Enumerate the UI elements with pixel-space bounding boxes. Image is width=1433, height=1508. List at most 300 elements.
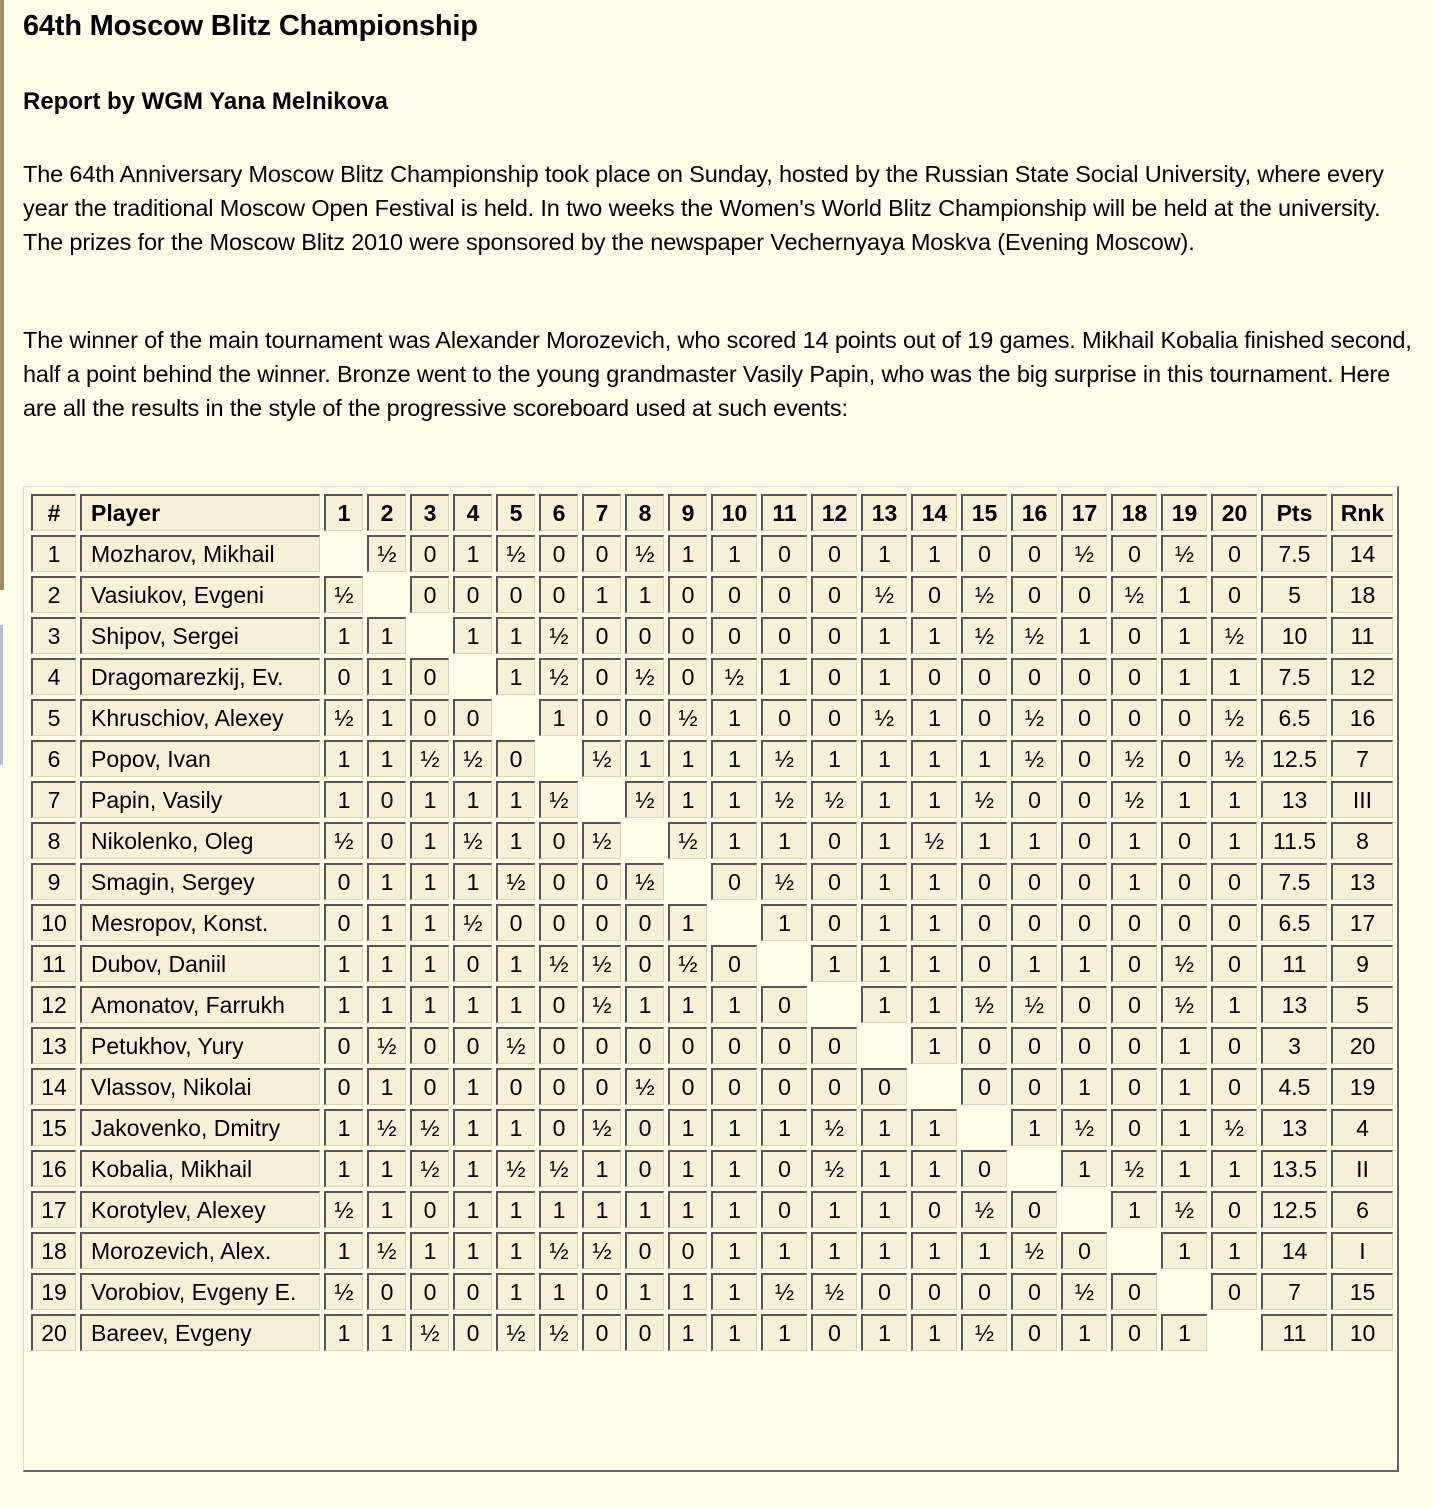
result-cell: 1 xyxy=(496,658,535,695)
result-cell: 1 xyxy=(496,1191,535,1228)
result-cell: 0 xyxy=(496,904,535,941)
result-cell: 0 xyxy=(453,1027,492,1064)
result-cell: 1 xyxy=(1161,1027,1207,1064)
result-cell: 0 xyxy=(961,699,1007,736)
self-cell xyxy=(410,617,449,654)
result-cell: 1 xyxy=(668,1191,707,1228)
result-cell: 1 xyxy=(496,617,535,654)
result-cell: 0 xyxy=(811,699,857,736)
player-number: 9 xyxy=(31,863,76,900)
result-cell: 0 xyxy=(539,904,578,941)
player-row xyxy=(31,904,1393,941)
result-cell: 1 xyxy=(811,945,857,982)
result-cell: 1 xyxy=(1161,1150,1207,1187)
result-cell: 0 xyxy=(453,1314,492,1351)
self-cell xyxy=(1061,1191,1107,1228)
result-cell: 0 xyxy=(1011,658,1057,695)
article-paragraph-2: The winner of the main tournament was Alexander Morozevich, who scored 14 points out of 19 games. Mikhail Kobalia finished second, half a point behind the winner. Bronze went to the young grandmaster Vasily Papin, who was the big surprise in this tournament. Here are all the results in the style of the progressive scoreboard used at such events: xyxy=(23,327,1412,421)
result-cell: 1 xyxy=(324,781,363,818)
result-cell: 0 xyxy=(761,1027,807,1064)
result-cell: 0 xyxy=(582,904,621,941)
result-cell: 0 xyxy=(668,576,707,613)
result-cell: 1 xyxy=(911,1027,957,1064)
result-cell: ½ xyxy=(668,822,707,859)
result-cell: 0 xyxy=(1011,1068,1057,1105)
result-cell: ½ xyxy=(1061,1273,1107,1310)
result-cell: 0 xyxy=(582,699,621,736)
result-cell: 0 xyxy=(496,576,535,613)
result-cell: ½ xyxy=(811,1109,857,1146)
result-cell: 1 xyxy=(496,822,535,859)
result-cell: 1 xyxy=(367,699,406,736)
player-row xyxy=(31,576,1393,613)
result-cell: 0 xyxy=(1161,699,1207,736)
result-cell: 0 xyxy=(711,945,757,982)
self-cell xyxy=(453,658,492,695)
player-name: Morozevich, Alex. xyxy=(80,1232,320,1269)
result-cell: 0 xyxy=(1061,822,1107,859)
points-cell: 7.5 xyxy=(1261,863,1327,900)
result-cell: ½ xyxy=(1111,1150,1157,1187)
result-cell: 0 xyxy=(811,822,857,859)
result-cell: 1 xyxy=(668,1273,707,1310)
result-cell: 1 xyxy=(367,863,406,900)
result-cell: 1 xyxy=(410,781,449,818)
player-name: Vlassov, Nikolai xyxy=(80,1068,320,1105)
result-cell: 0 xyxy=(668,658,707,695)
result-cell: ½ xyxy=(861,576,907,613)
result-cell: 0 xyxy=(539,822,578,859)
result-cell: 1 xyxy=(761,1232,807,1269)
points-cell: 7.5 xyxy=(1261,658,1327,695)
result-cell: 0 xyxy=(761,986,807,1023)
result-cell: ½ xyxy=(761,740,807,777)
result-cell: 0 xyxy=(861,1273,907,1310)
result-cell: 1 xyxy=(1061,1150,1107,1187)
result-cell: 0 xyxy=(1211,576,1257,613)
result-cell: 1 xyxy=(324,1232,363,1269)
result-cell: 1 xyxy=(711,1273,757,1310)
result-cell: ½ xyxy=(1011,986,1057,1023)
player-name: Vorobiov, Evgeny E. xyxy=(80,1273,320,1310)
column-header: # xyxy=(31,494,76,531)
column-header: 4 xyxy=(453,494,492,531)
result-cell: 1 xyxy=(367,1068,406,1105)
result-cell: 0 xyxy=(911,1191,957,1228)
player-number: 11 xyxy=(31,945,76,982)
result-cell: 0 xyxy=(1061,658,1107,695)
column-header: 9 xyxy=(668,494,707,531)
result-cell: ½ xyxy=(582,1232,621,1269)
result-cell: 1 xyxy=(811,740,857,777)
result-cell: 1 xyxy=(539,1273,578,1310)
column-header: 3 xyxy=(410,494,449,531)
points-cell: 11 xyxy=(1261,945,1327,982)
rank-cell: 19 xyxy=(1331,1068,1393,1105)
result-cell: ½ xyxy=(410,1109,449,1146)
result-cell: 1 xyxy=(1211,658,1257,695)
result-cell: 0 xyxy=(1011,781,1057,818)
result-cell: 1 xyxy=(861,658,907,695)
rank-cell: 15 xyxy=(1331,1273,1393,1310)
result-cell: 0 xyxy=(539,576,578,613)
result-cell: ½ xyxy=(668,945,707,982)
result-cell: 1 xyxy=(367,1191,406,1228)
result-cell: 0 xyxy=(1161,863,1207,900)
result-cell: 1 xyxy=(1061,1068,1107,1105)
result-cell: ½ xyxy=(811,1273,857,1310)
left-side-marker xyxy=(0,625,3,765)
column-header: 7 xyxy=(582,494,621,531)
result-cell: 0 xyxy=(811,535,857,572)
player-row xyxy=(31,1027,1393,1064)
result-cell: 0 xyxy=(1011,576,1057,613)
result-cell: ½ xyxy=(324,699,363,736)
result-cell: 1 xyxy=(367,658,406,695)
result-cell: 0 xyxy=(582,1314,621,1351)
player-name: Mozharov, Mikhail xyxy=(80,535,320,572)
player-number: 2 xyxy=(31,576,76,613)
self-cell xyxy=(761,945,807,982)
result-cell: 0 xyxy=(582,863,621,900)
crosstable-body xyxy=(31,535,1393,1351)
result-cell: 0 xyxy=(1111,1068,1157,1105)
result-cell: 0 xyxy=(961,658,1007,695)
result-cell: 0 xyxy=(1011,1027,1057,1064)
result-cell: 0 xyxy=(911,1273,957,1310)
result-cell: ½ xyxy=(367,535,406,572)
article-title: 64th Moscow Blitz Championship xyxy=(23,10,478,42)
result-cell: ½ xyxy=(961,1314,1007,1351)
result-cell: 1 xyxy=(911,1109,957,1146)
rank-cell: 7 xyxy=(1331,740,1393,777)
result-cell: 0 xyxy=(1211,904,1257,941)
player-number: 20 xyxy=(31,1314,76,1351)
result-cell: 1 xyxy=(811,1191,857,1228)
player-row xyxy=(31,1109,1393,1146)
player-row xyxy=(31,945,1393,982)
player-row xyxy=(31,740,1393,777)
result-cell: ½ xyxy=(1011,699,1057,736)
result-cell: ½ xyxy=(367,1232,406,1269)
result-cell: 0 xyxy=(625,617,664,654)
result-cell: ½ xyxy=(811,781,857,818)
result-cell: ½ xyxy=(367,1027,406,1064)
result-cell: 1 xyxy=(324,1314,363,1351)
result-cell: ½ xyxy=(1061,535,1107,572)
result-cell: 1 xyxy=(711,1191,757,1228)
player-number: 10 xyxy=(31,904,76,941)
result-cell: ½ xyxy=(539,658,578,695)
result-cell: 1 xyxy=(453,863,492,900)
result-cell: 1 xyxy=(861,1232,907,1269)
player-number: 8 xyxy=(31,822,76,859)
result-cell: ½ xyxy=(324,1191,363,1228)
result-cell: 0 xyxy=(1211,945,1257,982)
result-cell: ½ xyxy=(1011,740,1057,777)
result-cell: 1 xyxy=(1211,1232,1257,1269)
result-cell: 1 xyxy=(761,822,807,859)
player-row xyxy=(31,863,1393,900)
points-cell: 6.5 xyxy=(1261,904,1327,941)
result-cell: 1 xyxy=(410,1232,449,1269)
result-cell: ½ xyxy=(539,781,578,818)
result-cell: ½ xyxy=(625,863,664,900)
left-accent-bar xyxy=(0,0,4,590)
player-row xyxy=(31,535,1393,572)
player-number: 14 xyxy=(31,1068,76,1105)
result-cell: 1 xyxy=(811,1232,857,1269)
result-cell: 1 xyxy=(453,1150,492,1187)
result-cell: 0 xyxy=(961,1150,1007,1187)
result-cell: ½ xyxy=(582,945,621,982)
self-cell xyxy=(711,904,757,941)
player-number: 16 xyxy=(31,1150,76,1187)
player-name: Nikolenko, Oleg xyxy=(80,822,320,859)
player-row xyxy=(31,1314,1393,1351)
result-cell: 0 xyxy=(625,904,664,941)
player-row xyxy=(31,1150,1393,1187)
result-cell: 0 xyxy=(711,617,757,654)
result-cell: 0 xyxy=(539,1068,578,1105)
self-cell xyxy=(861,1027,907,1064)
result-cell: 1 xyxy=(1161,1232,1207,1269)
result-cell: 0 xyxy=(539,1027,578,1064)
result-cell: ½ xyxy=(961,576,1007,613)
result-cell: 1 xyxy=(911,699,957,736)
result-cell: 0 xyxy=(625,699,664,736)
result-cell: 0 xyxy=(1061,740,1107,777)
result-cell: ½ xyxy=(625,535,664,572)
result-cell: 0 xyxy=(961,945,1007,982)
result-cell: 0 xyxy=(453,699,492,736)
column-header: 15 xyxy=(961,494,1007,531)
column-header: Pts xyxy=(1261,494,1327,531)
result-cell: ½ xyxy=(1011,617,1057,654)
result-cell: ½ xyxy=(496,1150,535,1187)
result-cell: 1 xyxy=(582,1150,621,1187)
result-cell: ½ xyxy=(1111,781,1157,818)
result-cell: 0 xyxy=(961,904,1007,941)
result-cell: 0 xyxy=(625,1314,664,1351)
result-cell: 0 xyxy=(539,986,578,1023)
result-cell: ½ xyxy=(668,699,707,736)
rank-cell: 13 xyxy=(1331,863,1393,900)
result-cell: 1 xyxy=(861,535,907,572)
result-cell: 1 xyxy=(625,986,664,1023)
result-cell: ½ xyxy=(582,822,621,859)
result-cell: 1 xyxy=(711,781,757,818)
player-number: 7 xyxy=(31,781,76,818)
self-cell xyxy=(1211,1314,1257,1351)
result-cell: 0 xyxy=(410,1273,449,1310)
result-cell: 0 xyxy=(1111,904,1157,941)
result-cell: 0 xyxy=(1061,781,1107,818)
result-cell: 1 xyxy=(453,1232,492,1269)
result-cell: 1 xyxy=(861,617,907,654)
result-cell: 0 xyxy=(761,1150,807,1187)
result-cell: 1 xyxy=(911,945,957,982)
rank-cell: 16 xyxy=(1331,699,1393,736)
result-cell: ½ xyxy=(410,1150,449,1187)
result-cell: 0 xyxy=(811,863,857,900)
result-cell: 1 xyxy=(711,740,757,777)
result-cell: 1 xyxy=(1011,1109,1057,1146)
result-cell: 1 xyxy=(1161,576,1207,613)
result-cell: 1 xyxy=(496,945,535,982)
result-cell: 1 xyxy=(496,781,535,818)
result-cell: 0 xyxy=(1111,535,1157,572)
result-cell: 0 xyxy=(582,658,621,695)
result-cell: 1 xyxy=(911,535,957,572)
result-cell: 0 xyxy=(711,863,757,900)
column-header: 10 xyxy=(711,494,757,531)
result-cell: ½ xyxy=(539,1150,578,1187)
result-cell: 1 xyxy=(1111,822,1157,859)
result-cell: 1 xyxy=(324,1150,363,1187)
result-cell: 0 xyxy=(367,1273,406,1310)
result-cell: 0 xyxy=(1211,1273,1257,1310)
result-cell: 1 xyxy=(1061,617,1107,654)
result-cell: 1 xyxy=(668,1314,707,1351)
result-cell: 1 xyxy=(324,740,363,777)
points-cell: 13.5 xyxy=(1261,1150,1327,1187)
result-cell: 1 xyxy=(1211,1150,1257,1187)
result-cell: 0 xyxy=(453,945,492,982)
result-cell: 0 xyxy=(861,1068,907,1105)
result-cell: 1 xyxy=(711,699,757,736)
result-cell: ½ xyxy=(961,986,1007,1023)
result-cell: 1 xyxy=(1161,1068,1207,1105)
result-cell: 0 xyxy=(539,535,578,572)
result-cell: 1 xyxy=(410,986,449,1023)
result-cell: 0 xyxy=(324,658,363,695)
result-cell: 1 xyxy=(668,781,707,818)
result-cell: 0 xyxy=(625,1109,664,1146)
result-cell: 1 xyxy=(496,986,535,1023)
result-cell: 0 xyxy=(811,1027,857,1064)
result-cell: ½ xyxy=(811,1150,857,1187)
result-cell: 0 xyxy=(1111,1314,1157,1351)
column-header: 20 xyxy=(1211,494,1257,531)
result-cell: 1 xyxy=(1211,781,1257,818)
result-cell: ½ xyxy=(324,822,363,859)
result-cell: ½ xyxy=(1161,1191,1207,1228)
player-number: 3 xyxy=(31,617,76,654)
result-cell: 1 xyxy=(453,986,492,1023)
result-cell: 0 xyxy=(582,1273,621,1310)
result-cell: 1 xyxy=(367,1150,406,1187)
result-cell: 1 xyxy=(539,699,578,736)
result-cell: 1 xyxy=(911,1232,957,1269)
result-cell: 0 xyxy=(668,1027,707,1064)
player-row xyxy=(31,1273,1393,1310)
result-cell: 1 xyxy=(861,781,907,818)
result-cell: 0 xyxy=(582,1068,621,1105)
column-header: 1 xyxy=(324,494,363,531)
column-header: 8 xyxy=(625,494,664,531)
result-cell: 1 xyxy=(496,1232,535,1269)
result-cell: ½ xyxy=(453,822,492,859)
result-cell: 0 xyxy=(1061,699,1107,736)
points-cell: 12.5 xyxy=(1261,1191,1327,1228)
rank-cell: 14 xyxy=(1331,535,1393,572)
player-name: Dubov, Daniil xyxy=(80,945,320,982)
result-cell: 0 xyxy=(1111,986,1157,1023)
result-cell: 1 xyxy=(410,822,449,859)
result-cell: 1 xyxy=(367,617,406,654)
result-cell: 1 xyxy=(861,904,907,941)
result-cell: ½ xyxy=(761,863,807,900)
result-cell: 0 xyxy=(711,1027,757,1064)
self-cell xyxy=(324,535,363,572)
result-cell: 1 xyxy=(410,904,449,941)
column-header: 16 xyxy=(1011,494,1057,531)
player-row xyxy=(31,781,1393,818)
result-cell: 0 xyxy=(1011,1273,1057,1310)
player-name: Smagin, Sergey xyxy=(80,863,320,900)
result-cell: ½ xyxy=(711,658,757,695)
result-cell: 1 xyxy=(453,781,492,818)
result-cell: 1 xyxy=(861,986,907,1023)
self-cell xyxy=(1111,1232,1157,1269)
result-cell: 0 xyxy=(410,699,449,736)
result-cell: ½ xyxy=(453,740,492,777)
result-cell: 0 xyxy=(1211,863,1257,900)
result-cell: 1 xyxy=(324,617,363,654)
result-cell: 1 xyxy=(961,822,1007,859)
result-cell: 1 xyxy=(324,986,363,1023)
player-name: Mesropov, Konst. xyxy=(80,904,320,941)
rank-cell: 20 xyxy=(1331,1027,1393,1064)
result-cell: 0 xyxy=(582,1027,621,1064)
result-cell: 0 xyxy=(625,1027,664,1064)
result-cell: ½ xyxy=(1211,617,1257,654)
result-cell: 1 xyxy=(861,822,907,859)
column-header: 13 xyxy=(861,494,907,531)
result-cell: 0 xyxy=(453,576,492,613)
article-paragraph-1: The 64th Anniversary Moscow Blitz Championship took place on Sunday, hosted by the Russian State Social University, where every year the traditional Moscow Open Festival is held. In two weeks the Women's World Blitz Championship will be held at the university. The prizes for the Moscow Blitz 2010 were sponsored by the newspaper Vechernyaya Moskva (Evening Moscow). xyxy=(23,161,1384,255)
rank-cell: 12 xyxy=(1331,658,1393,695)
result-cell: 0 xyxy=(1061,576,1107,613)
column-header: 14 xyxy=(911,494,957,531)
result-cell: 0 xyxy=(811,576,857,613)
result-cell: 1 xyxy=(625,740,664,777)
self-cell xyxy=(811,986,857,1023)
result-cell: 1 xyxy=(1161,617,1207,654)
points-cell: 6.5 xyxy=(1261,699,1327,736)
result-cell: 1 xyxy=(711,1109,757,1146)
player-name: Vasiukov, Evgeni xyxy=(80,576,320,613)
player-row xyxy=(31,1232,1393,1269)
result-cell: 1 xyxy=(911,1314,957,1351)
column-header: Player xyxy=(80,494,320,531)
result-cell: ½ xyxy=(1111,740,1157,777)
result-cell: 0 xyxy=(410,1027,449,1064)
player-name: Bareev, Evgeny xyxy=(80,1314,320,1351)
column-header: Rnk xyxy=(1331,494,1393,531)
result-cell: 1 xyxy=(1161,1109,1207,1146)
result-cell: ½ xyxy=(582,740,621,777)
result-cell: 1 xyxy=(367,904,406,941)
result-cell: 1 xyxy=(539,1191,578,1228)
result-cell: 1 xyxy=(861,863,907,900)
result-cell: 1 xyxy=(861,1109,907,1146)
result-cell: 0 xyxy=(1061,1232,1107,1269)
result-cell: 1 xyxy=(761,658,807,695)
player-name: Papin, Vasily xyxy=(80,781,320,818)
result-cell: ½ xyxy=(625,781,664,818)
